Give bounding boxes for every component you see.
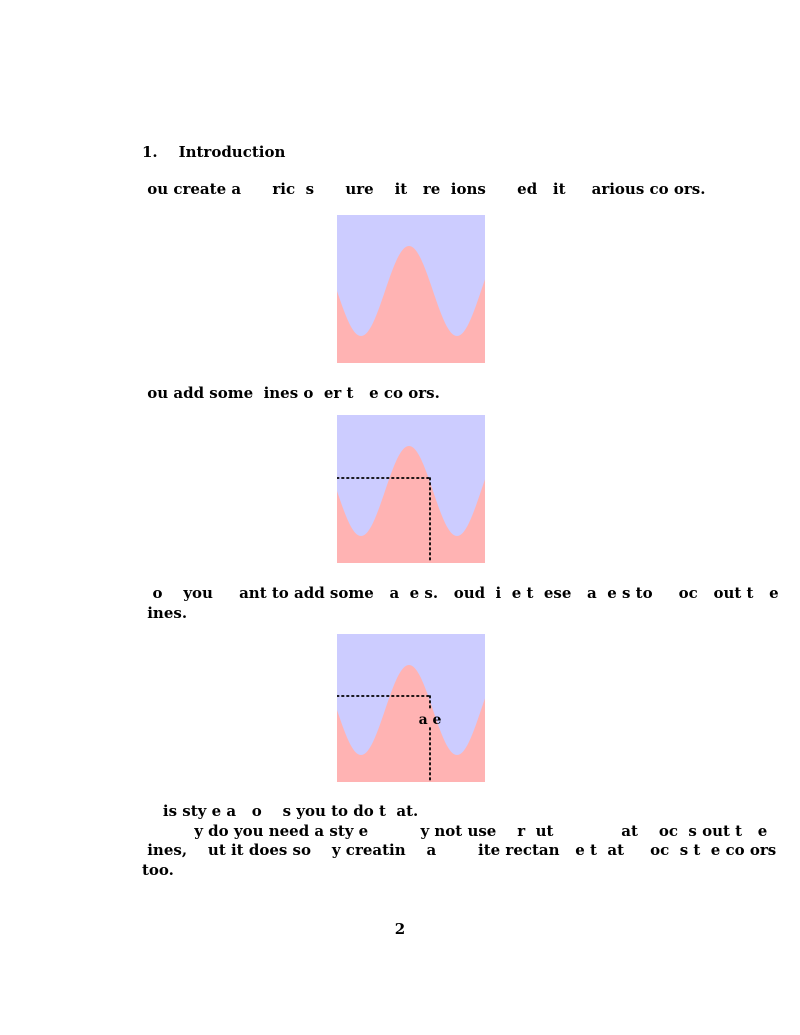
figure-label-svg (337, 634, 485, 782)
paragraph-1: ou create a ric s ure it re ions ed it arious co ors. (142, 180, 706, 198)
paragraph-4-line-3: ines, ut it does so y creatin a ite rectan e t at oc s t e co ors (142, 841, 777, 859)
figure-lines-svg (337, 415, 485, 563)
section-heading (142, 143, 285, 161)
paragraph-4-line-2: y do you need a sty e y not use r ut at oc s out t e (142, 821, 768, 840)
paragraph-2: ou add some ines o er t e co ors. (142, 384, 440, 402)
paragraph-4-line-1: is sty e a o s you to do t at. (142, 802, 419, 820)
section-number: 1. (142, 143, 158, 161)
figure-regions-svg (337, 215, 485, 363)
page-number: 2 (394, 920, 406, 938)
figure-regions (337, 215, 485, 363)
paragraph-3-line-2: ines. (142, 603, 188, 622)
paragraph-4 (142, 802, 777, 880)
figure-label: a e (418, 712, 442, 728)
paragraph-4-line-4: too. (142, 860, 174, 879)
figure-regions-with-lines (337, 415, 485, 563)
paragraph-3 (142, 584, 779, 623)
figure-regions-with-label (337, 634, 485, 782)
paragraph-3-line-1: o you ant to add some a e s. oud i e t ese a e s to oc out t e (142, 584, 779, 602)
section-title: Introduction (178, 143, 286, 161)
